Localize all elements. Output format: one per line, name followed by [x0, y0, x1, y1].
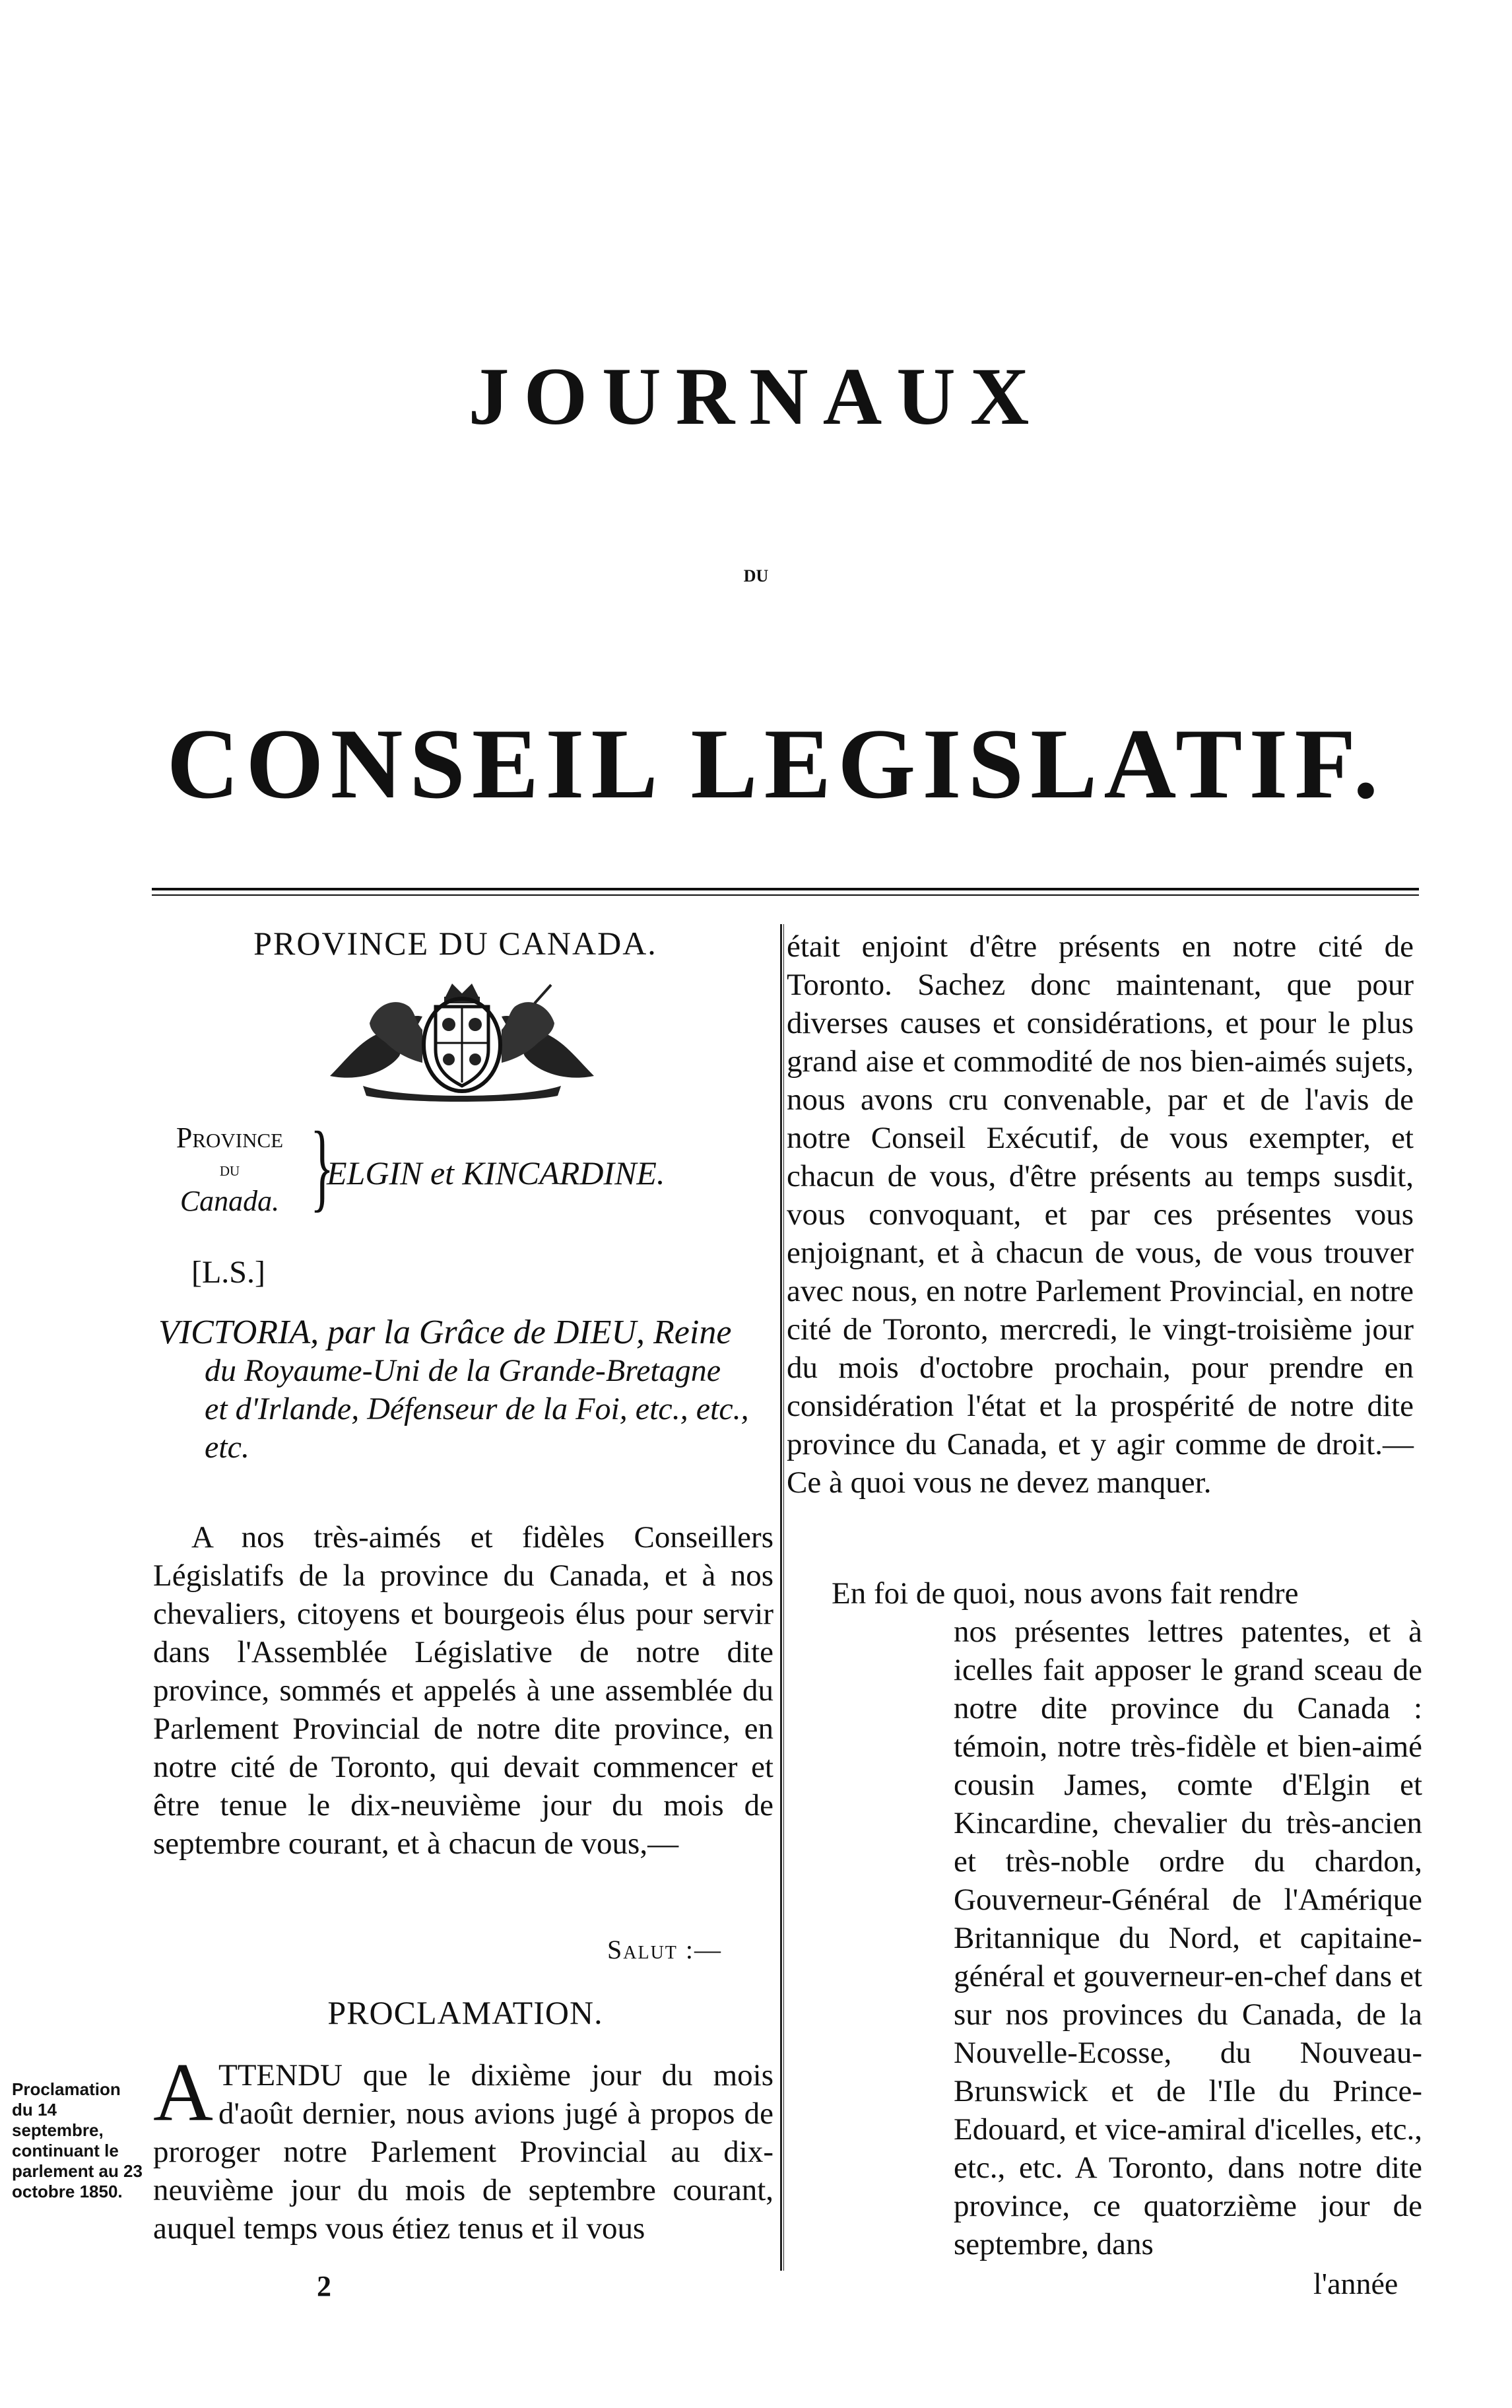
- province-du: du: [219, 1158, 240, 1180]
- attestation-paragraph: [832, 1574, 1422, 2263]
- header-rule-top: [152, 888, 1419, 890]
- attestation-text: nos présentes lettres patentes, et à icelles fait apposer le grand sceau de notre dite province du Canada : témoin, notre très-fidèle et bien-aimé cousin James, comte d'Elgin et Kincardine, chevalier du très-ancien et très-noble ordre du chardon, Gouverneur-Général de l'Amérique Britannique du Nord, et capitaine-général et gouverneur-en-chef dans et sur nos provinces du Canada, de la Nouvelle-Ecosse, du Nouveau-Brunswick et de l'Ile du Prince-Edouard, et vice-amiral d'icelles, etc., etc., etc. A Toronto, dans notre dite province, ce quatorzième jour de septembre, dans: [954, 1615, 1422, 2261]
- salutation: Salut :—: [607, 1935, 723, 1964]
- page-title: JOURNAUX: [468, 351, 1044, 442]
- province-word: Province: [176, 1121, 284, 1154]
- proclamation-heading: PROCLAMATION.: [327, 1994, 603, 2031]
- title-connector: DU: [743, 566, 769, 585]
- royal-style-line: VICTORIA, par la Grâce de DIEU, Reine: [158, 1314, 732, 1351]
- proclamation-paragraph: [153, 2047, 773, 2248]
- royal-style: [158, 1314, 772, 1467]
- province-label: [157, 1122, 302, 1217]
- province-heading: PROVINCE DU CANADA.: [253, 925, 657, 962]
- page-number: 2: [317, 2270, 331, 2302]
- attestation-first-line: En foi de quoi, nous avons fait rendre: [832, 1576, 1299, 1611]
- page-subtitle: CONSEIL LEGISLATIF.: [166, 708, 1385, 819]
- catchword: l'année: [1313, 2267, 1398, 2300]
- address-paragraph: A nos très-aimés et fidèles Conseillers Législatifs de la province du Canada, et à nos chevaliers, citoyens et bourgeois élus pour servir dans l'Assemblée Législative de notre dite province, sommés et appelés à une assemblée du Parlement Provincial de notre dite province, en notre cité de Toronto, qui devait commencer et être tenue le dix-neuvième jour du mois de septembre courant, et à chacun de vous,—: [153, 1520, 773, 1861]
- continuation-paragraph: était enjoint d'être présents en notre cité de Toronto. Sachez donc maintenant, que pour diverses causes et considérations, et pour le plus grand aise et commodité de nos bien-aimés sujets, nous avons cru convenable, par et de l'avis de notre Conseil Exécutif, de vous exempter, et chacun de vous, d'être présents au temps susdit, vous convoquant, et par ces présentes vous enjoignant, et à chacun de vous, de vous trouver avec nous, en notre Parlement Provincial, en notre cité de Toronto, mercredi, le vingt-troisième jour du mois d'octobre prochain, pour prendre en considération l'état et la prospérité de notre dite province du Canada, et y agir comme de droit.—Ce à quoi vous ne devez manquer.: [787, 929, 1414, 1500]
- royal-style-line: etc.: [205, 1430, 249, 1465]
- drop-cap: A: [153, 2047, 213, 2139]
- province-block: [152, 1112, 779, 1234]
- royal-style-line: et d'Irlande, Défenseur de la Foi, etc., etc.,: [205, 1391, 749, 1426]
- royal-style-line: du Royaume-Uni de la Grande-Bretagne: [205, 1353, 721, 1388]
- seal-mark: [L.S.]: [191, 1255, 265, 1290]
- governor-title: ELGIN et KINCARDINE.: [327, 1154, 665, 1191]
- column-divider-inner: [783, 924, 784, 2271]
- column-divider: [780, 924, 782, 2271]
- royal-coat-of-arms-icon: [323, 977, 601, 1102]
- proclamation-text: TTENDU que le dixième jour du mois d'août dernier, nous avions jugé à propos de proroger notre Parlement Provincial au dix-neuvième jour du mois de septembre courant, auquel temps vous étiez tenus et il vous: [153, 2058, 773, 2246]
- brace-icon: }: [310, 1112, 334, 1221]
- province-canada: Canada.: [180, 1185, 280, 1217]
- margin-note: Proclamation du 14 septembre, continuant le parlement au 23 octobre 1850.: [12, 2079, 143, 2201]
- header-rule-bottom: [152, 894, 1419, 896]
